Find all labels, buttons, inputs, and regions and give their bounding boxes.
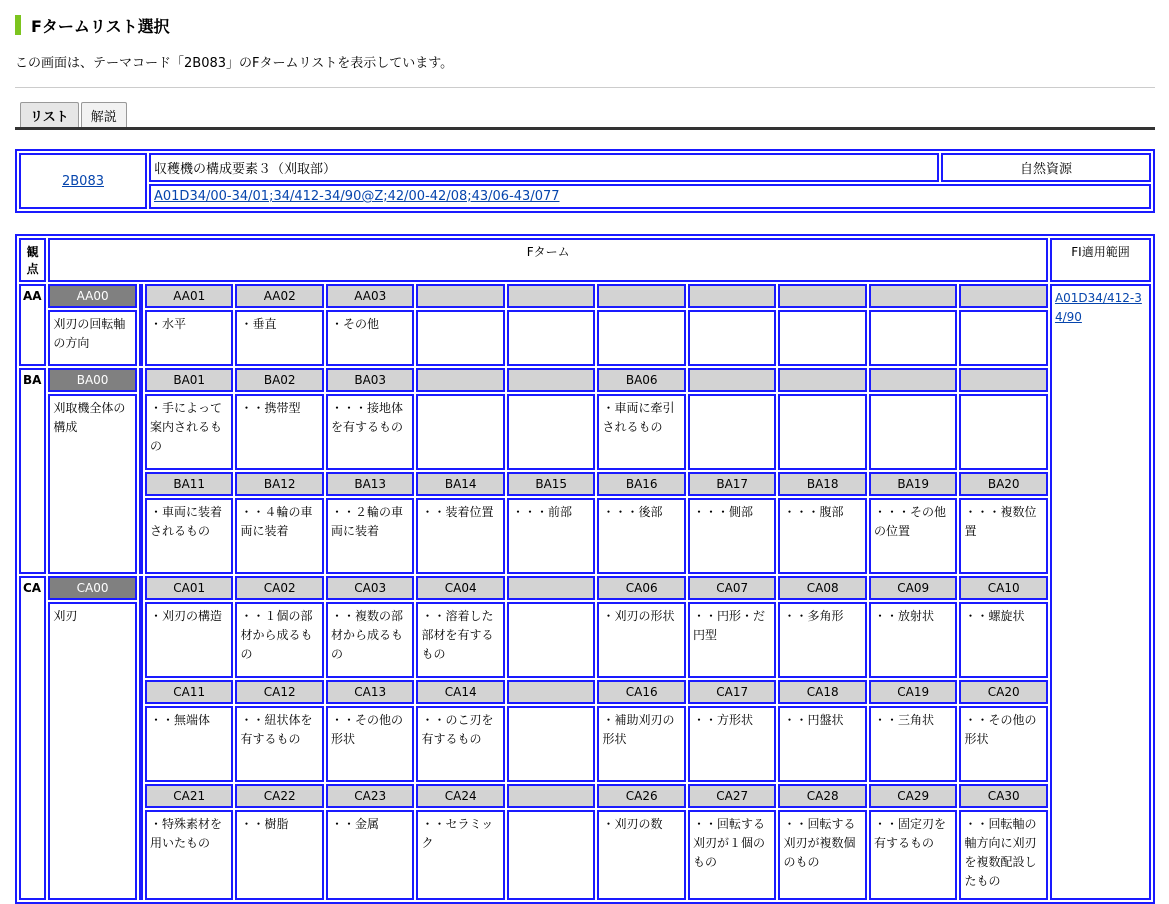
tab-bar [20,102,129,129]
viewpoint-ca: CA [19,576,46,900]
fterm-description: ・・・接地体を有するもの [326,394,415,470]
fterm-code[interactable]: CA16 [597,680,686,704]
fterm-description [959,394,1048,470]
fterm-code[interactable]: CA28 [778,784,867,808]
fterm-table [15,234,1155,904]
fterm-code [507,368,596,392]
fi-range-link[interactable]: A01D34/412-34/90 [1054,291,1142,324]
fterm-code [507,680,596,704]
fterm-description: ・特殊素材を用いたもの [145,810,234,900]
fterm-code[interactable]: CA09 [869,576,958,600]
fterm-description: ・・回転する刈刃が１個のもの [688,810,777,900]
fterm-description: ・刈刃の形状 [597,602,686,678]
theme-code-cell [19,153,147,209]
fterm-code [597,284,686,308]
theme-code-link[interactable]: 2B083 [61,173,104,189]
fterm-code [869,284,958,308]
theme-fi-cell [149,184,1151,209]
fterm-description [507,602,596,678]
fterm-description: ・刈刃の数 [597,810,686,900]
fterm-code[interactable]: AA03 [326,284,415,308]
fterm-code[interactable]: CA11 [145,680,234,704]
fterm-description: ・・・複数位置 [959,498,1048,574]
fterm-description: ・・円形・だ円型 [688,602,777,678]
fterm-code [688,284,777,308]
fterm-code [688,368,777,392]
fterm-code[interactable]: BA16 [597,472,686,496]
fterm-code[interactable]: CA26 [597,784,686,808]
fterm-description: ・・のこ刃を有するもの [416,706,505,782]
fterm-code[interactable]: CA21 [145,784,234,808]
fterm-code[interactable]: CA01 [145,576,234,600]
fterm-description: ・・・腹部 [778,498,867,574]
fterm-code[interactable]: CA24 [416,784,505,808]
fterm-code [959,284,1048,308]
spacer [139,284,143,366]
fterm-description: ・・三角状 [869,706,958,782]
fterm-description [959,310,1048,366]
fterm-description: ・・固定刃を有するもの [869,810,958,900]
fterm-description: ・・螺旋状 [959,602,1048,678]
viewpoint-code[interactable]: AA00 [48,284,137,308]
fterm-description: ・・放射状 [869,602,958,678]
fterm-description: ・・・側部 [688,498,777,574]
fterm-code [416,368,505,392]
viewpoint-label: 刈取機全体の構成 [48,394,137,574]
theme-name: 収穫機の構成要素３（刈取部） [149,153,939,182]
fterm-code[interactable]: BA02 [235,368,324,392]
fterm-description [507,706,596,782]
fterm-code[interactable]: CA08 [778,576,867,600]
fterm-code[interactable]: CA23 [326,784,415,808]
fterm-code[interactable]: CA27 [688,784,777,808]
fterm-description: ・刈刃の構造 [145,602,234,678]
fterm-description [507,310,596,366]
fterm-description [507,394,596,470]
fterm-code[interactable]: CA10 [959,576,1048,600]
fterm-description: ・車両に装着されるもの [145,498,234,574]
fterm-code[interactable]: CA13 [326,680,415,704]
fterm-code[interactable]: BA15 [507,472,596,496]
fterm-description: ・・無端体 [145,706,234,782]
tab-list[interactable]: リスト [20,102,79,129]
fterm-code [416,284,505,308]
fterm-description: ・その他 [326,310,415,366]
fterm-description: ・・・その他の位置 [869,498,958,574]
fterm-description [688,310,777,366]
viewpoint-code[interactable]: BA00 [48,368,137,392]
fterm-description [869,394,958,470]
fi-range-cell [1050,284,1151,900]
fterm-description: ・・その他の形状 [326,706,415,782]
fterm-description: ・・溶着した部材を有するもの [416,602,505,678]
fterm-code[interactable]: AA01 [145,284,234,308]
fterm-description: ・・セラミック [416,810,505,900]
divider [15,87,1155,88]
fterm-description: ・水平 [145,310,234,366]
fterm-code[interactable]: CA14 [416,680,505,704]
viewpoint-label: 刈刃の回転軸の方向 [48,310,137,366]
fterm-description [416,310,505,366]
fterm-description [778,310,867,366]
fterm-code [507,284,596,308]
fterm-code[interactable]: CA19 [869,680,958,704]
viewpoint-ba: BA [19,368,46,574]
fterm-description: ・・回転する刈刃が複数個のもの [778,810,867,900]
fterm-code[interactable]: CA20 [959,680,1048,704]
fterm-code [869,368,958,392]
fterm-code[interactable]: CA30 [959,784,1048,808]
header-fterm: Fターム [48,238,1048,282]
fterm-code[interactable]: BA03 [326,368,415,392]
page-description: この画面は、テーマコード「2B083」のFタームリストを表示しています。 [15,56,454,71]
fterm-code[interactable]: AA02 [235,284,324,308]
viewpoint-aa: AA [19,284,46,366]
fterm-description: ・・紐状体を有するもの [235,706,324,782]
fterm-description: ・・・後部 [597,498,686,574]
fterm-code[interactable]: CA07 [688,576,777,600]
spacer [139,576,143,900]
fterm-description: ・・多角形 [778,602,867,678]
fterm-code[interactable]: CA03 [326,576,415,600]
fterm-code [507,576,596,600]
fterm-code[interactable]: CA29 [869,784,958,808]
title-accent-bar [15,15,21,35]
spacer [139,368,143,574]
fterm-code[interactable]: BA18 [778,472,867,496]
fterm-description: ・・回転軸の軸方向に刈刃を複数配設したもの [959,810,1048,900]
header-fi-range: FI適用範囲 [1050,238,1151,282]
fterm-description [688,394,777,470]
fterm-description: ・車両に牽引されるもの [597,394,686,470]
fterm-code[interactable]: BA12 [235,472,324,496]
fterm-description: ・・複数の部材から成るもの [326,602,415,678]
tab-underline [15,127,1155,130]
fterm-code[interactable]: BA13 [326,472,415,496]
fterm-code[interactable]: BA20 [959,472,1048,496]
fterm-description: ・・その他の形状 [959,706,1048,782]
theme-info-table [15,149,1155,213]
fterm-description: ・垂直 [235,310,324,366]
fterm-description: ・・円盤状 [778,706,867,782]
header-viewpoint: 観点 [19,238,46,282]
fterm-description: ・・１個の部材から成るもの [235,602,324,678]
fterm-description: ・手によって案内されるもの [145,394,234,470]
tab-explanation[interactable]: 解説 [81,102,127,129]
fterm-description: ・・方形状 [688,706,777,782]
fterm-description [507,810,596,900]
fterm-description: ・・４輪の車両に装着 [235,498,324,574]
fterm-description [778,394,867,470]
fterm-code[interactable]: BA19 [869,472,958,496]
fterm-code[interactable]: CA06 [597,576,686,600]
theme-category: 自然資源 [941,153,1151,182]
viewpoint-code[interactable]: CA00 [48,576,137,600]
fterm-code[interactable]: BA17 [688,472,777,496]
fterm-code [778,368,867,392]
page-title: Fタームリスト選択 [31,16,170,36]
fterm-description [597,310,686,366]
fterm-code[interactable]: BA01 [145,368,234,392]
fterm-description: ・・携帯型 [235,394,324,470]
fterm-code [778,284,867,308]
fterm-description [869,310,958,366]
fterm-code [959,368,1048,392]
fterm-description: ・・樹脂 [235,810,324,900]
fterm-code[interactable]: CA18 [778,680,867,704]
fterm-code[interactable]: CA12 [235,680,324,704]
fterm-code [507,784,596,808]
fterm-description: ・・装着位置 [416,498,505,574]
fterm-description [416,394,505,470]
fterm-description: ・・金属 [326,810,415,900]
fterm-code[interactable]: CA17 [688,680,777,704]
page-header [15,14,170,36]
fterm-code[interactable]: CA04 [416,576,505,600]
fterm-code[interactable]: BA06 [597,368,686,392]
fterm-description: ・・２輪の車両に装着 [326,498,415,574]
fterm-code[interactable]: BA11 [145,472,234,496]
fterm-code[interactable]: CA02 [235,576,324,600]
fterm-code[interactable]: BA14 [416,472,505,496]
fterm-description: ・・・前部 [507,498,596,574]
theme-fi-link[interactable]: A01D34/00-34/01;34/412-34/90@Z;42/00-42/08;43/06-43/077 [154,189,560,204]
fterm-description: ・補助刈刃の形状 [597,706,686,782]
viewpoint-label: 刈刃 [48,602,137,900]
fterm-code[interactable]: CA22 [235,784,324,808]
